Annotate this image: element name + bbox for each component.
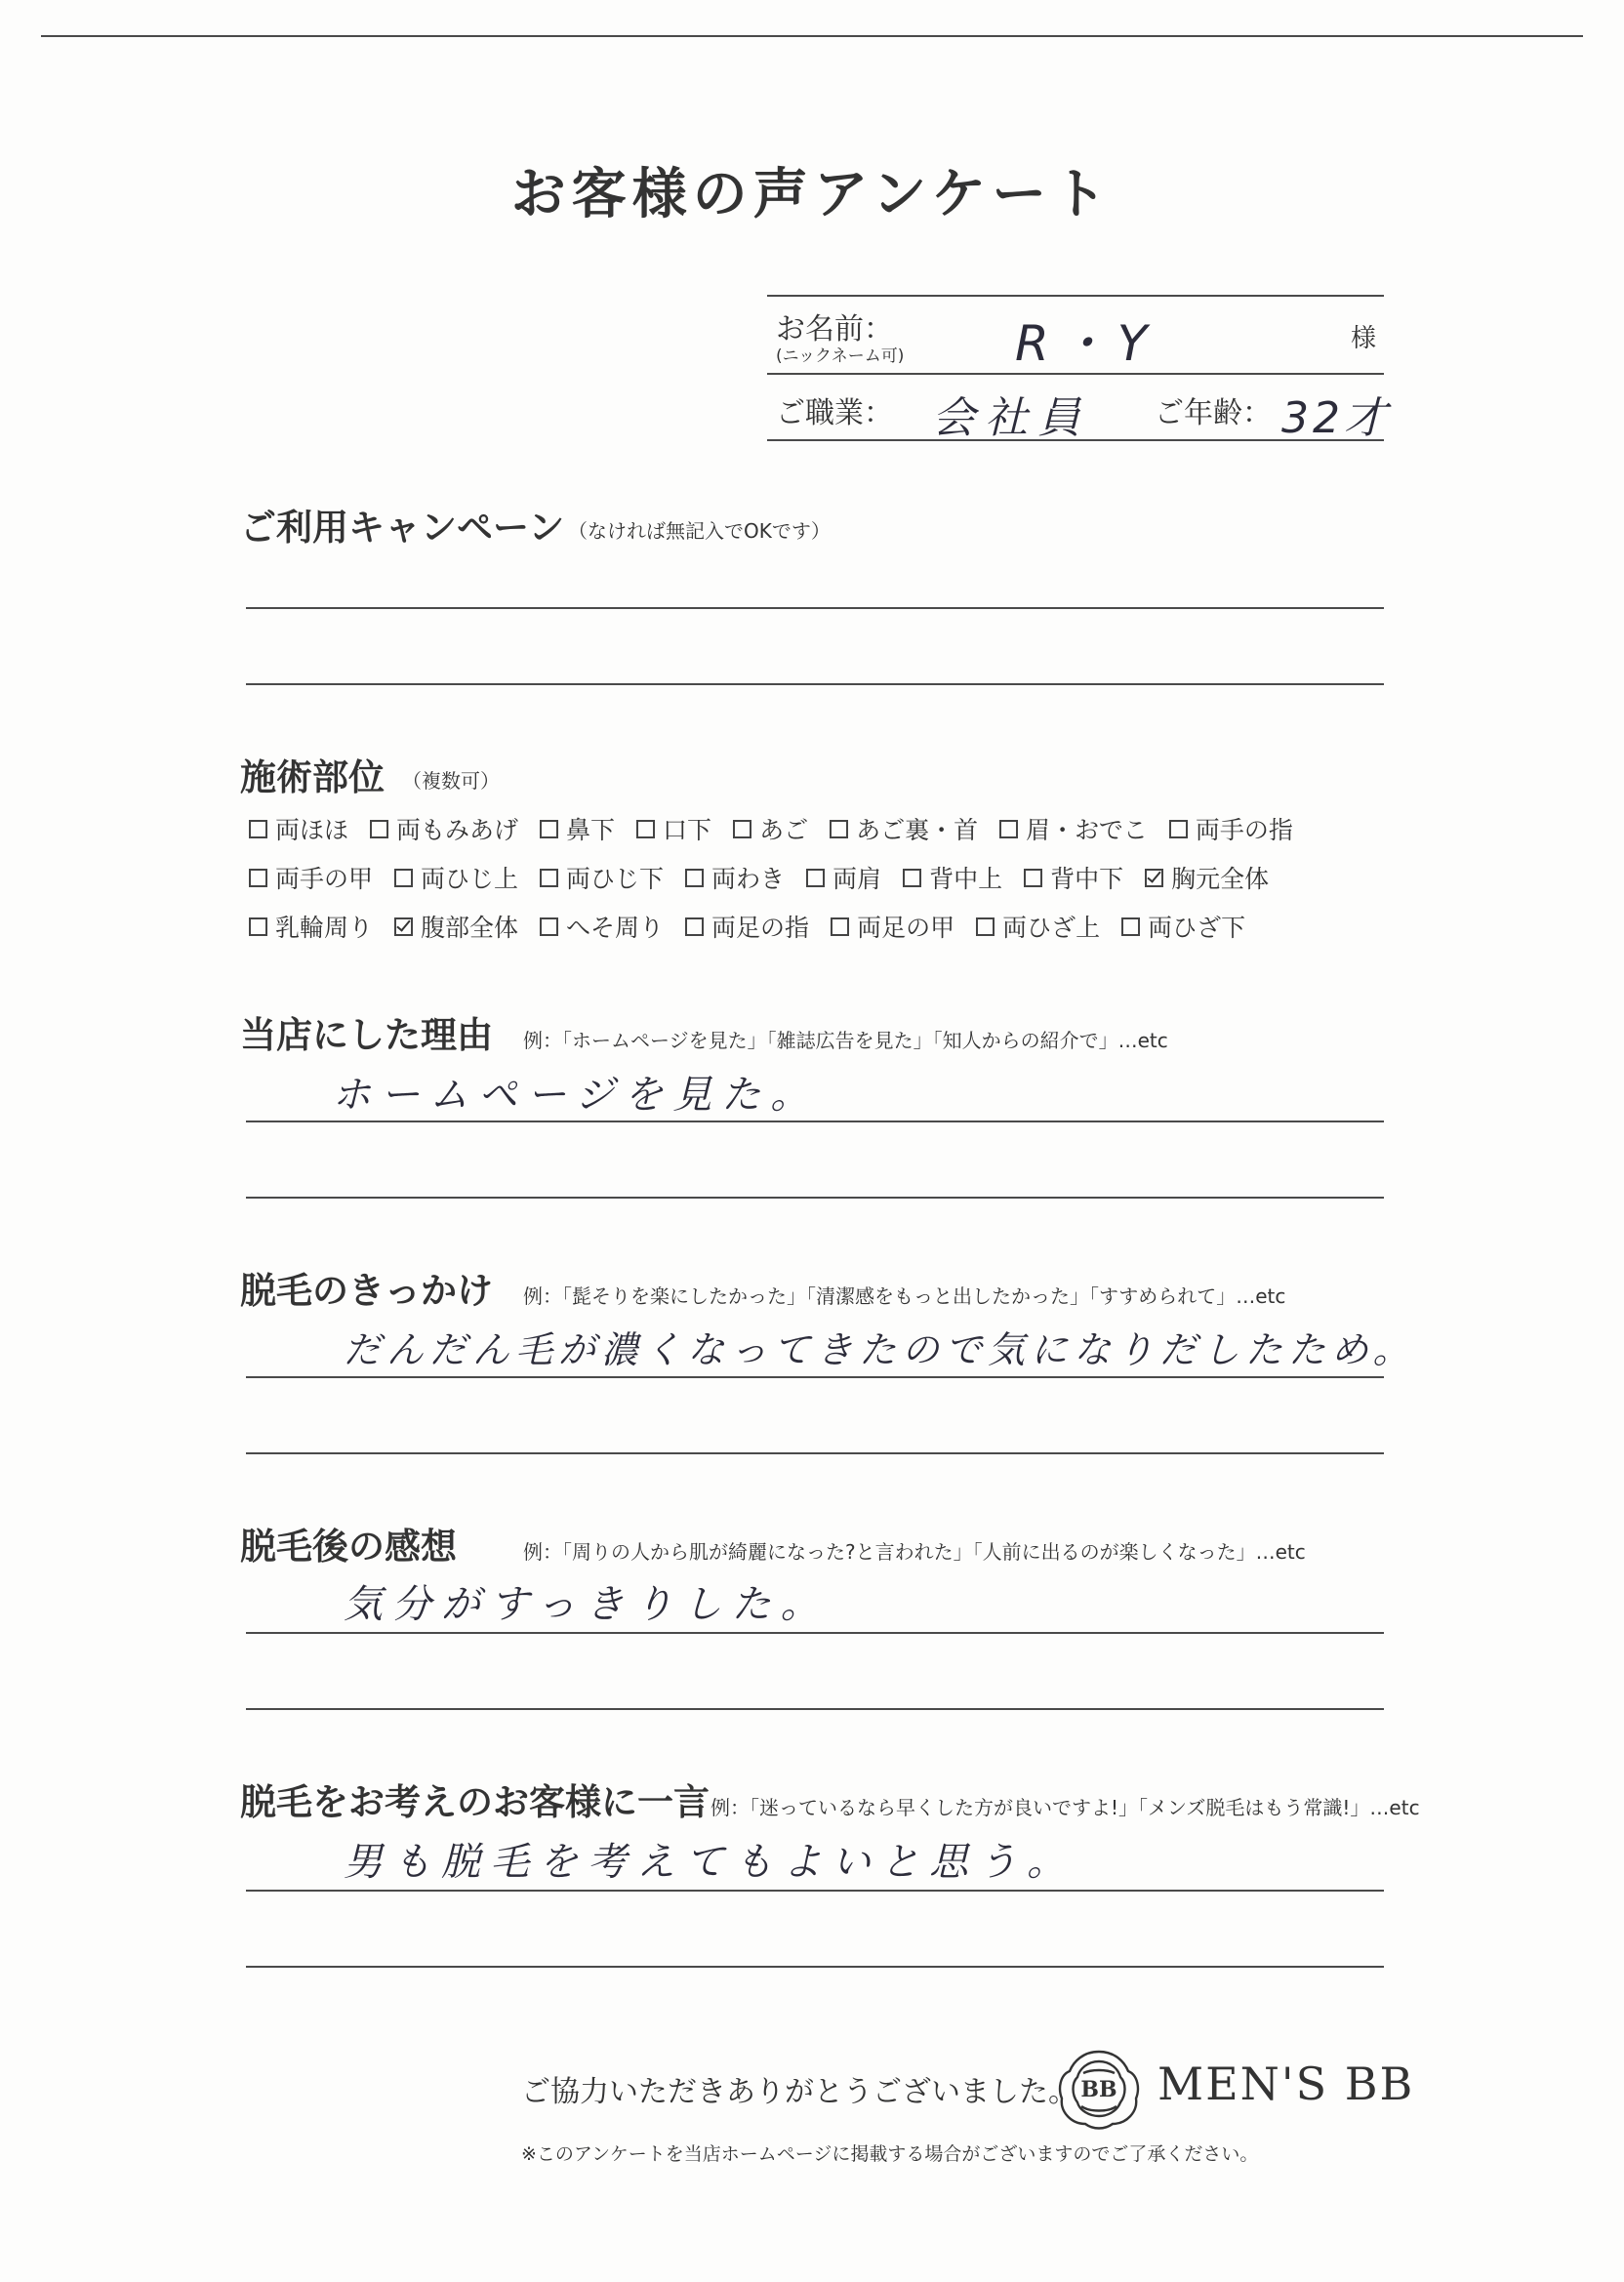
part-option[interactable] <box>685 860 785 895</box>
impression-answer: 気分がすっきりした。 <box>344 1582 830 1627</box>
impression-heading: 脱毛後の感想 <box>240 1525 457 1568</box>
age-label: ご年齢： <box>1155 396 1272 430</box>
reason-answer: ホームページを見た。 <box>332 1073 820 1118</box>
message-example: 例：「迷っているなら早くした方が良いですよ!」「メンズ脱毛はもう常識!」…etc <box>710 1796 1420 1819</box>
part-option[interactable] <box>1145 860 1269 895</box>
parts-row <box>249 902 1420 951</box>
parts-checklist <box>249 804 1420 951</box>
part-label: 腹部全体 <box>421 914 519 942</box>
message-line-1 <box>246 1890 1384 1892</box>
checkbox[interactable] <box>976 917 995 936</box>
part-label: 両手の指 <box>1195 816 1293 844</box>
checkbox[interactable] <box>685 869 704 887</box>
part-option[interactable] <box>249 860 373 895</box>
part-label: あご <box>759 816 809 844</box>
impression-line-1 <box>246 1632 1384 1634</box>
checkbox[interactable] <box>1169 820 1188 838</box>
brand-name: MEN'S BB <box>1157 2058 1415 2110</box>
part-option[interactable] <box>540 860 664 895</box>
name-suffix: 様 <box>1351 324 1377 353</box>
part-label: 両ほほ <box>275 816 349 844</box>
impression-example: 例：「周りの人から肌が綺麗になった?と言われた」「人前に出るのが楽しくなった」…etc <box>523 1540 1306 1564</box>
rose-logo-icon <box>1054 2044 1144 2134</box>
part-option[interactable] <box>685 909 809 944</box>
checkbox-checked[interactable] <box>1145 869 1163 887</box>
checkbox[interactable] <box>540 917 558 936</box>
part-label: 眉・おでこ <box>1026 816 1148 844</box>
parts-note: （複数可） <box>402 769 500 793</box>
part-label: あご裏・首 <box>856 816 979 844</box>
part-label: 両わき <box>711 865 786 893</box>
checkbox[interactable] <box>249 820 267 838</box>
part-label: 口下 <box>663 816 712 844</box>
checkbox[interactable] <box>370 820 388 838</box>
part-label: 両手の甲 <box>275 865 374 893</box>
reason-line-1 <box>246 1121 1384 1122</box>
part-label: 両もみあげ <box>396 816 519 844</box>
part-option[interactable] <box>1024 860 1123 895</box>
checkbox[interactable] <box>733 820 751 838</box>
checkbox[interactable] <box>999 820 1018 838</box>
part-label: 鼻下 <box>566 816 616 844</box>
part-option[interactable] <box>830 811 978 846</box>
part-option[interactable] <box>1121 909 1245 944</box>
part-option[interactable] <box>540 811 615 846</box>
name-sub-label: (ニックネーム可) <box>776 346 905 366</box>
part-option[interactable] <box>394 860 518 895</box>
checkbox[interactable] <box>249 869 267 887</box>
part-label: 両肩 <box>832 865 882 893</box>
name-value: R・Y <box>1015 315 1157 372</box>
part-option[interactable] <box>976 909 1100 944</box>
part-label: 両ひざ下 <box>1148 914 1246 942</box>
top-rule <box>41 35 1583 37</box>
brand-logo-mark <box>1054 2044 1144 2138</box>
trigger-example: 例：「髭そりを楽にしたかった」「清潔感をもっと出したかった」「すすめられて」…etc <box>523 1284 1286 1308</box>
trigger-answer: だんだん毛が濃くなってきたので気になりだしたため。 <box>344 1328 1416 1371</box>
checkbox[interactable] <box>540 869 558 887</box>
trigger-line-1 <box>246 1376 1384 1378</box>
impression-line-2 <box>246 1708 1384 1710</box>
message-answer: 男も脱毛を考えてもよいと思う。 <box>344 1840 1076 1885</box>
checkbox[interactable] <box>903 869 921 887</box>
campaign-heading: ご利用キャンペーン <box>240 506 565 549</box>
part-option[interactable] <box>806 860 881 895</box>
part-label: 背中下 <box>1050 865 1124 893</box>
age-value: 32才 <box>1281 393 1391 443</box>
part-option[interactable] <box>831 909 954 944</box>
part-option[interactable] <box>903 860 1002 895</box>
reason-line-2 <box>246 1197 1384 1199</box>
part-option[interactable] <box>370 811 518 846</box>
part-option[interactable] <box>540 909 664 944</box>
campaign-note: （なければ無記入でOKです） <box>568 519 831 543</box>
job-label: ご職業： <box>776 396 893 430</box>
part-option[interactable] <box>999 811 1148 846</box>
parts-heading: 施術部位 <box>240 755 385 798</box>
reason-heading: 当店にした理由 <box>240 1013 493 1056</box>
part-option[interactable] <box>394 909 518 944</box>
part-label: 両足の指 <box>711 914 810 942</box>
checkbox-checked[interactable] <box>394 917 413 936</box>
checkbox[interactable] <box>636 820 655 838</box>
part-label: 背中上 <box>929 865 1003 893</box>
checkbox[interactable] <box>249 917 267 936</box>
checkbox[interactable] <box>394 869 413 887</box>
part-label: へそ周り <box>566 914 665 942</box>
message-line-2 <box>246 1966 1384 1968</box>
checkbox[interactable] <box>1024 869 1042 887</box>
trigger-heading: 脱毛のきっかけ <box>240 1269 493 1312</box>
part-label: 両ひじ下 <box>566 865 665 893</box>
part-option[interactable] <box>249 811 348 846</box>
part-label: 両ひじ上 <box>421 865 519 893</box>
trigger-line-2 <box>246 1452 1384 1454</box>
checkbox[interactable] <box>540 820 558 838</box>
parts-row <box>249 804 1420 853</box>
checkbox[interactable] <box>806 869 825 887</box>
part-label: 両ひざ上 <box>1002 914 1101 942</box>
campaign-line-2 <box>246 683 1384 685</box>
logo-mark-text: BB <box>1080 2077 1117 2102</box>
part-label: 乳輪周り <box>275 914 374 942</box>
publish-notice: ※このアンケートを当店ホームページに掲載する場合がございますのでご了承ください。 <box>521 2143 1259 2165</box>
checkbox[interactable] <box>831 917 849 936</box>
part-option[interactable] <box>249 909 373 944</box>
part-option[interactable] <box>733 811 808 846</box>
page-title: お客様の声アンケート <box>510 162 1114 226</box>
checkbox[interactable] <box>685 917 704 936</box>
parts-row <box>249 853 1420 902</box>
part-label: 両足の甲 <box>857 914 955 942</box>
reason-example: 例：「ホームページを見た」「雑誌広告を見た」「知人からの紹介で」…etc <box>523 1029 1168 1052</box>
checkbox[interactable] <box>830 820 848 838</box>
job-value: 会社員 <box>932 393 1090 443</box>
thanks-text: ご協力いただきありがとうございました。 <box>521 2075 1077 2109</box>
campaign-line-1 <box>246 607 1384 609</box>
part-label: 胸元全体 <box>1171 865 1270 893</box>
part-option[interactable] <box>636 811 711 846</box>
info-rule-top <box>767 295 1384 297</box>
checkbox[interactable] <box>1121 917 1140 936</box>
message-heading: 脱毛をお考えのお客様に一言 <box>240 1780 710 1823</box>
part-option[interactable] <box>1169 811 1293 846</box>
name-label: お名前： <box>776 312 893 346</box>
